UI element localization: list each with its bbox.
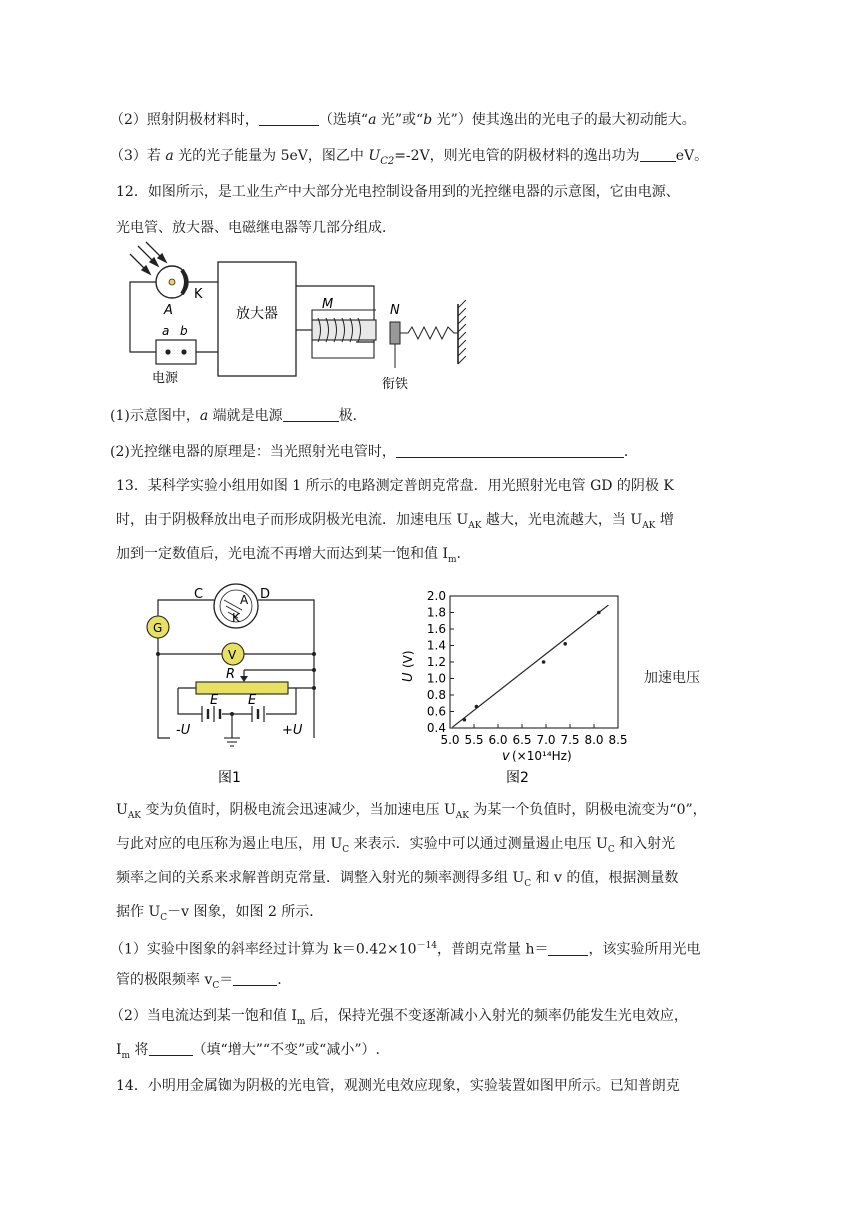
- answer-blank[interactable]: [640, 147, 676, 162]
- q12-part2: (2)光控继电器的原理是：当光照射光电管时， ．: [110, 444, 638, 460]
- x-tick-label: 5.0: [440, 733, 460, 747]
- q13-question2-line1: （2）当电流达到某一饱和值 $I_m$ 后，保持光强不变逐渐减小入射光的频率仍能发生光电效应，: [110, 1008, 688, 1027]
- x-tick-label: 7.0: [536, 733, 556, 747]
- answer-blank[interactable]: [548, 941, 588, 956]
- answer-blank[interactable]: [259, 111, 319, 126]
- answer-blank[interactable]: [283, 407, 339, 422]
- q13-question1-line2: 管的极限频率 $v_C=$ .: [116, 972, 282, 991]
- y-axis-label: U: [401, 672, 416, 682]
- label-E2: E: [248, 693, 257, 708]
- x-tick-label: 5.5: [464, 733, 484, 747]
- label-N: N: [390, 303, 400, 318]
- label-R: R: [226, 667, 236, 682]
- x-axis-unit: (×10¹⁴Hz): [512, 749, 572, 763]
- plot-frame: [450, 596, 618, 728]
- x-tick-label: 7.5: [560, 733, 580, 747]
- q13-side-label: 加速电压: [644, 670, 700, 686]
- label-plus-U: +U: [282, 723, 303, 738]
- amplifier-label: 放大器: [236, 306, 278, 322]
- x-tick-label: 8.5: [608, 733, 628, 747]
- label-A: A: [164, 303, 173, 318]
- answer-blank[interactable]: [233, 971, 277, 986]
- armature-label: 衔铁: [382, 377, 409, 392]
- y-tick-label: 1.0: [426, 671, 446, 686]
- y-tick-label: 0.4: [426, 721, 446, 735]
- data-point: [475, 705, 479, 709]
- y-tick-label: 1.6: [426, 622, 446, 636]
- q13-stem-line1: 13．某科学实验小组用如图 1 所示的电路测定普朗克常盘．用光照射光电管 GD 的阴极 K: [116, 478, 674, 494]
- y-tick-label: 2.0: [426, 589, 446, 603]
- x-tick-label: 8.0: [584, 733, 604, 747]
- q12-part1: (1)示意图中，a 端就是电源 极．: [110, 408, 367, 424]
- label-V: V: [228, 648, 237, 662]
- q11-part2: （2）照射阴极材料时， （选填“a 光”或“b 光”）使其逸出的光电子的最大初动能大。: [110, 112, 696, 128]
- label-C: C: [194, 587, 204, 602]
- y-tick-label: 1.2: [426, 655, 446, 669]
- fit-line: [452, 605, 608, 727]
- q12-stem-line1: 12．如图所示，是工业生产中大部分光电控制设备用到的光控继电器的示意图，它由电源、: [116, 184, 680, 200]
- x-axis-label: v: [502, 749, 510, 764]
- q11-part3: （3）若 a 光的光子能量为 5eV，图乙中 $U_{C2}=-2V$，则光电管的阴极材料的逸出功为 eV。: [110, 148, 709, 167]
- q13-chart-figure2: [396, 584, 636, 788]
- y-tick-label: 0.6: [426, 704, 446, 719]
- label-G: G: [153, 621, 163, 635]
- label-M: M: [322, 297, 334, 312]
- label-a: a: [162, 324, 170, 338]
- answer-blank[interactable]: [396, 443, 624, 458]
- q13-stem-line3: 加到一定数值后，光电流不再增大而达到某一饱和值 $I_m$.: [116, 546, 461, 565]
- q13-body-line4: 据作 $U_C-v$ 图象，如图 2 所示．: [116, 904, 324, 923]
- q14-stem-line1: 14．小明用金属铷为阴极的光电管，观测光电效应现象，实验装置如图甲所示。已知普朗克: [116, 1078, 680, 1094]
- y-tick-label: 1.8: [426, 605, 446, 620]
- data-point: [463, 718, 467, 722]
- q13-stem-line2: 时，由于阴极释放出电子而形成阴极光电流．加速电压 $U_{AK}$ 越大，光电流越大，当 $U_{AK}$ 增: [116, 512, 674, 531]
- data-point: [542, 660, 546, 664]
- q13-body-line2: 与此对应的电压称为遏止电压，用 $U_C$ 来表示．实验中可以通过测量遏止电压 $U_C$ 和入射光: [116, 836, 676, 855]
- label-D: D: [260, 587, 271, 602]
- q12-stem-line2: 光电管、放大器、电磁继电器等几部分组成．: [116, 220, 396, 236]
- q13-question2-line2: $I_m$ 将 （填“增大”“不变”或“减小”）.: [116, 1042, 380, 1061]
- x-tick-label: 6.0: [488, 733, 508, 747]
- y-axis-unit: (V): [401, 650, 415, 668]
- data-point: [563, 642, 567, 646]
- y-tick-label: 0.8: [426, 688, 446, 702]
- label-b: b: [180, 324, 188, 338]
- q12-relay-diagram: [120, 240, 480, 400]
- label-A: A: [240, 593, 249, 607]
- q13-body-line1: $U_{AK}$ 变为负值时，阴极电流会迅速减少，当加速电压 $U_{AK}$ 为某一个负值时，阴极电流变为“0”，: [116, 802, 707, 821]
- x-tick-label: 6.5: [512, 733, 532, 747]
- answer-blank[interactable]: [149, 1041, 193, 1056]
- label-K: K: [232, 611, 240, 625]
- y-tick-label: 1.4: [426, 638, 446, 653]
- q13-circuit-figure: [136, 582, 336, 792]
- q13-question1-line1: （1）实验中图象的斜率经过计算为 $k=0.42\times 10^{-14}$，普朗克常量 h＝ ，该实验所用光电: [110, 941, 701, 958]
- power-label: 电源: [152, 371, 179, 386]
- figure1-caption: 图1: [218, 770, 241, 786]
- figure2-caption: 图2: [506, 770, 529, 786]
- label-K: K: [194, 287, 203, 302]
- data-point: [597, 611, 601, 615]
- label-minus-U: -U: [176, 723, 191, 738]
- label-E1: E: [210, 693, 219, 708]
- q13-body-line3: 频率之间的关系来求解普朗克常量．调整入射光的频率测得多组 $U_C$ 和 v 的值，根据测量数: [116, 870, 679, 889]
